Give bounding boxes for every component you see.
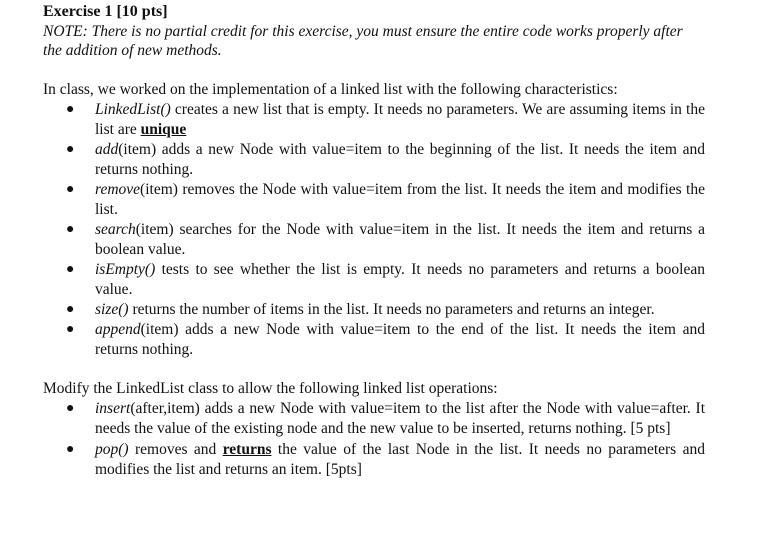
emphasis-text: unique <box>140 120 187 138</box>
item-description-tail: the value of the last Node in the list. It needs no parameters and modifies the list and returns an item. [5pts] <box>95 440 705 478</box>
list-item <box>43 180 705 219</box>
list-item <box>43 440 705 480</box>
item-description: tests to see whether the list is empty. It needs no parameters and returns a boolean value. <box>95 260 705 298</box>
list-item <box>43 140 705 179</box>
list-item <box>43 300 705 320</box>
characteristics-list <box>43 100 705 360</box>
operations-list <box>43 399 705 480</box>
bullet-icon: ● <box>66 400 75 416</box>
bullet-icon: ● <box>66 181 75 197</box>
item-description: (item) searches for the Node with value=item in the list. It needs the item and returns a boolean value. <box>95 220 705 258</box>
list-item <box>43 260 705 299</box>
bullet-icon: ● <box>66 322 75 338</box>
item-description: (item) adds a new Node with value=item to the end of the list. It needs the item and returns nothing. <box>95 321 705 358</box>
item-description: (item) adds a new Node with value=item to the beginning of the list. It needs the item and returns nothing. <box>95 140 705 178</box>
method-name: add <box>95 140 119 158</box>
method-name: pop() <box>95 440 129 458</box>
item-description: removes and <box>128 440 223 458</box>
item-description: (after,item) adds a new Node with value=item to the list after the Node with value=after. It needs the value of the existing node and the new value to be inserted, returns nothing. [5 pts] <box>95 399 705 437</box>
method-name: LinkedList() <box>95 101 171 118</box>
bullet-icon: ● <box>66 221 75 237</box>
item-description: (item) removes the Node with value=item from the list. It needs the item and modifies the list. <box>95 180 705 218</box>
method-name: isEmpty() <box>95 260 156 278</box>
list-item <box>43 399 705 439</box>
exercise-title: Exercise 1 [10 pts] <box>43 3 168 20</box>
list-item <box>43 100 705 139</box>
exercise-document <box>43 2 705 481</box>
bullet-icon: ● <box>66 441 75 457</box>
bullet-icon: ● <box>66 301 75 317</box>
exercise-note: NOTE: There is no partial credit for this exercise, you must ensure the entire code works properly after the addition of new methods. <box>43 23 683 59</box>
method-name: append <box>95 321 141 339</box>
method-name: size() <box>95 300 129 318</box>
modify-paragraph: Modify the LinkedList class to allow the following linked list operations: <box>43 379 498 397</box>
bullet-icon: ● <box>66 102 75 117</box>
emphasis-text: returns <box>222 440 272 458</box>
method-name: remove <box>95 180 141 198</box>
method-name: insert <box>95 399 131 417</box>
method-name: search <box>95 220 136 238</box>
bullet-icon: ● <box>66 141 75 157</box>
item-description: returns the number of items in the list. It needs no parameters and returns an integer. <box>128 300 655 318</box>
item-description: creates a new list that is empty. It needs no parameters. We are assuming items in the list are <box>95 101 705 138</box>
list-item <box>43 220 705 259</box>
bullet-icon: ● <box>66 261 75 277</box>
list-item <box>43 320 705 359</box>
intro-paragraph: In class, we worked on the implementation of a linked list with the following characteristics: <box>43 81 618 98</box>
